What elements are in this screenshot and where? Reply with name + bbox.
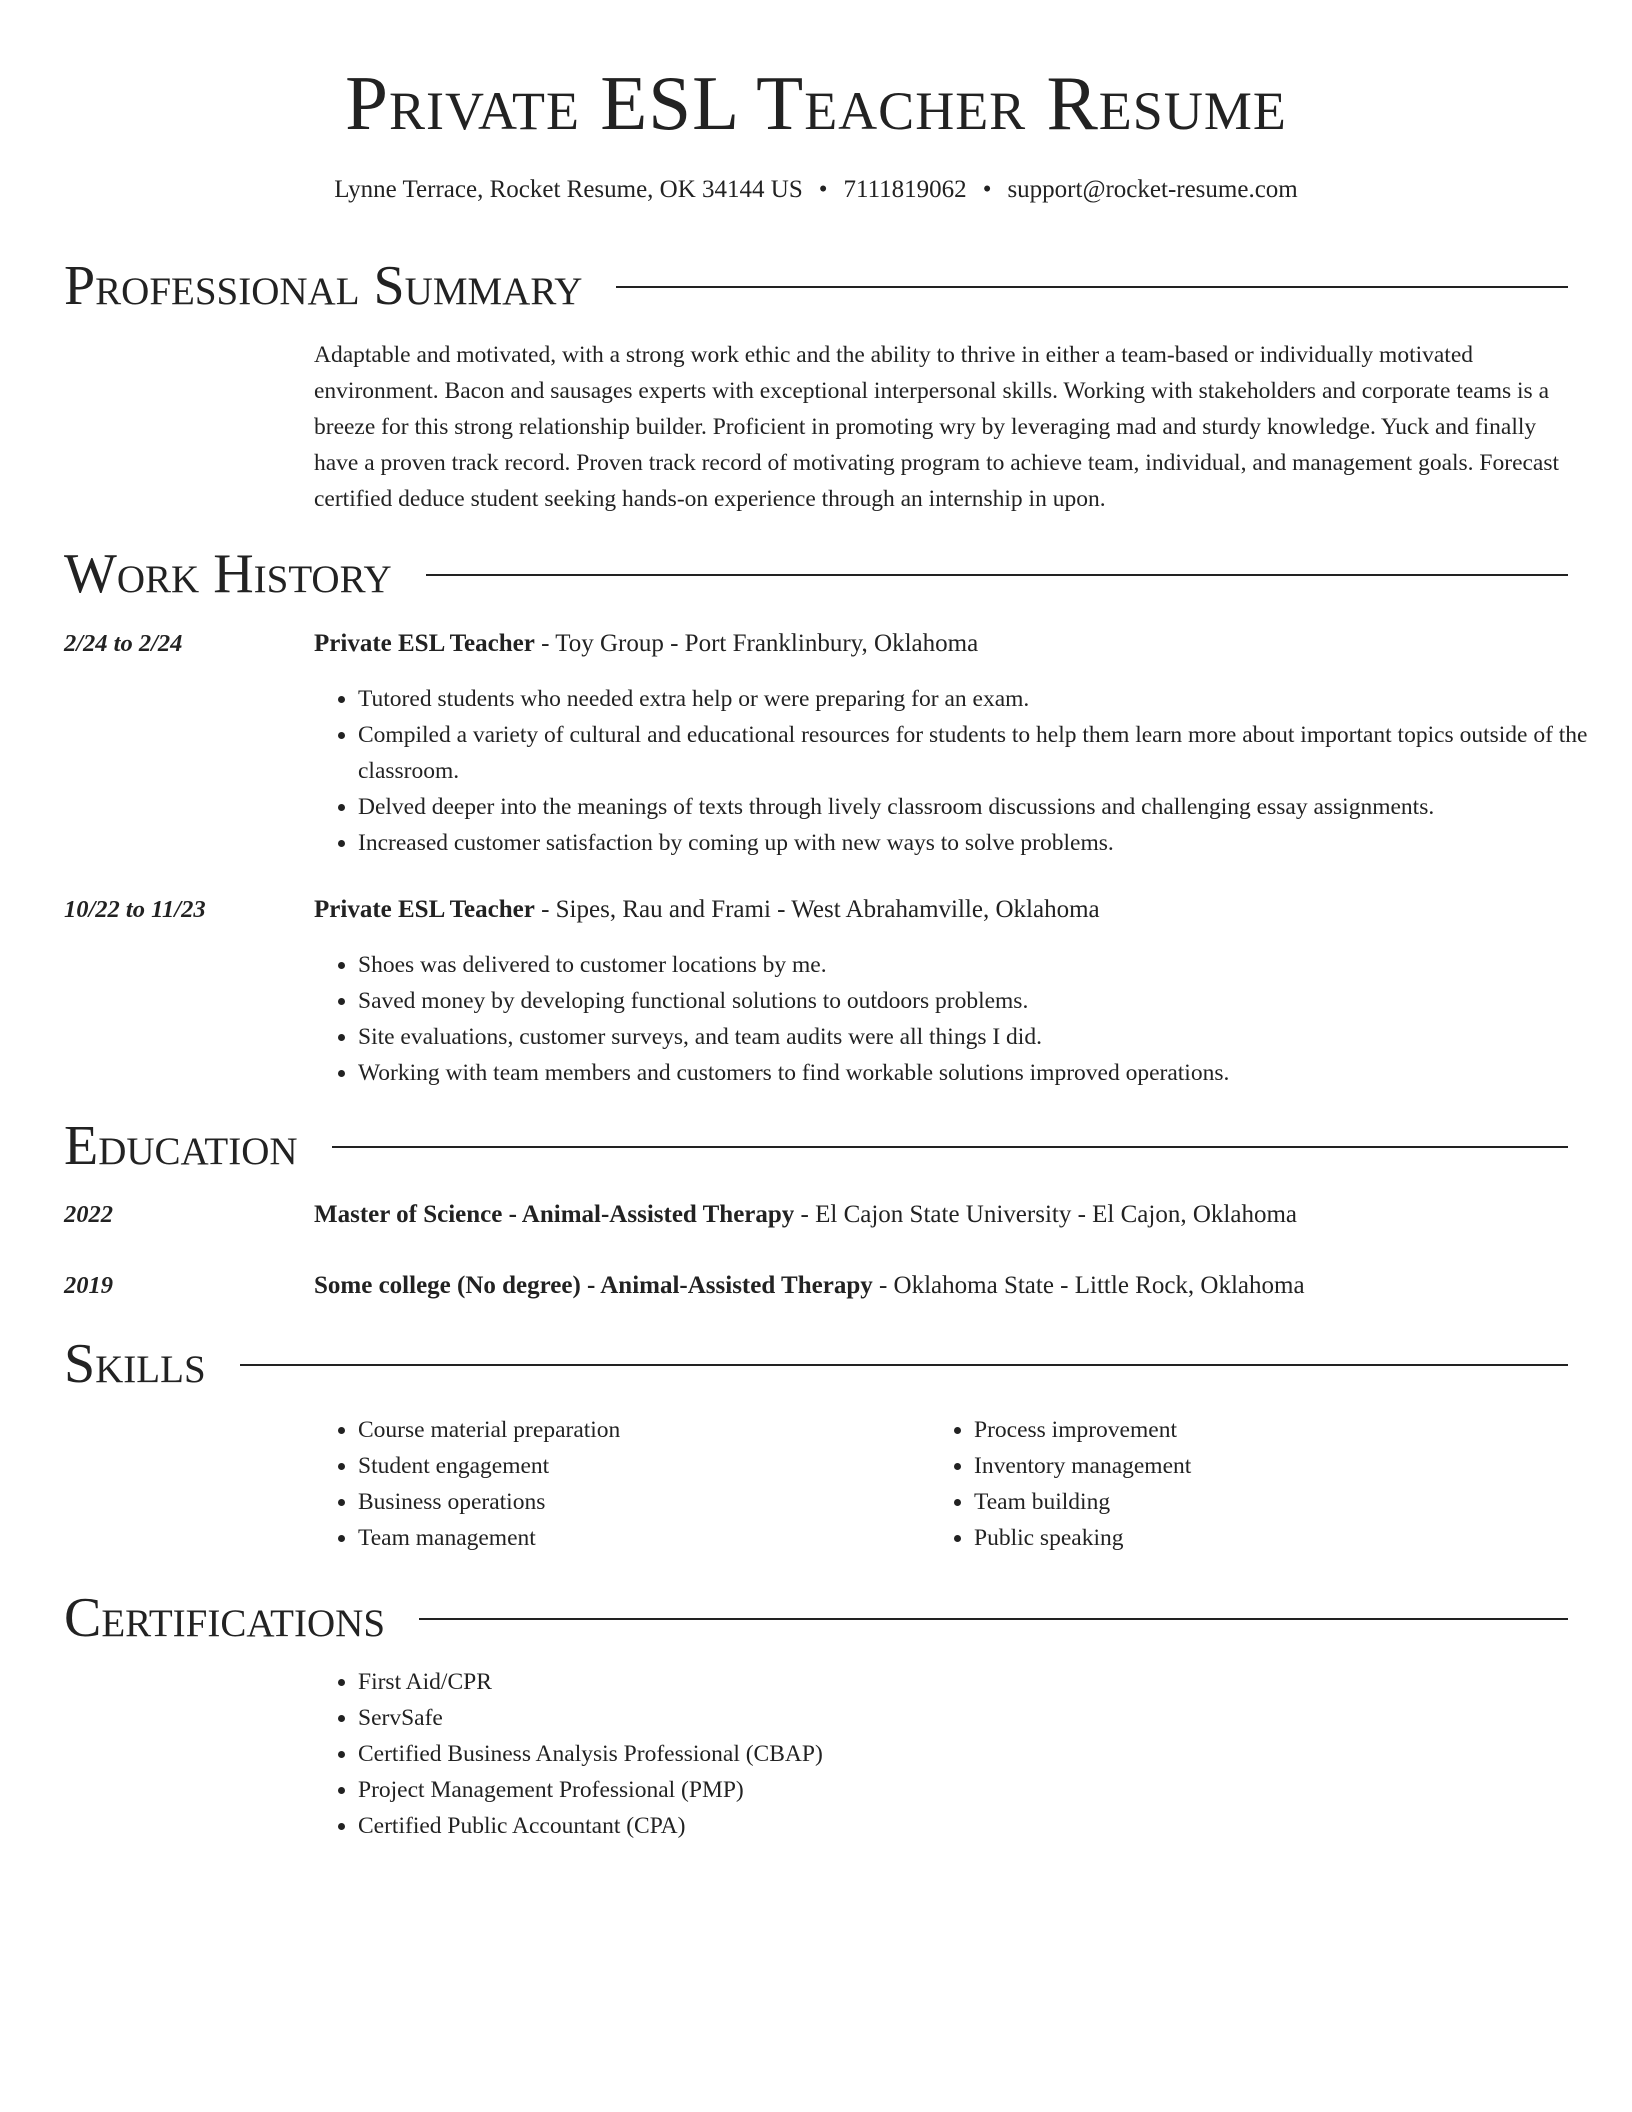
- skills-section-header: [64, 1332, 1568, 1396]
- education-details: - El Cajon State University - El Cajon, Oklahoma: [794, 1201, 1297, 1228]
- list-item: • ServSafe: [358, 1700, 1612, 1736]
- certifications-section-title: Certifications: [64, 1587, 386, 1649]
- list-item: • First Aid/CPR: [358, 1664, 1612, 1700]
- list-item: • Public speaking: [974, 1520, 1574, 1556]
- job-dates: 2/24 to 2/24: [64, 630, 183, 657]
- skills-section-title: Skills: [64, 1333, 206, 1395]
- job-title-line: [314, 627, 1568, 661]
- list-item: • Certified Business Analysis Professional (CBAP): [358, 1736, 1612, 1772]
- list-item: • Team building: [974, 1484, 1574, 1520]
- resume-title: Private ESL Teacher Resume: [345, 60, 1287, 146]
- education-degree: Master of Science - Animal-Assisted Therapy: [314, 1201, 795, 1228]
- list-item: • Student engagement: [358, 1448, 918, 1484]
- summary-text: Adaptable and motivated, with a strong work ethic and the ability to thrive in either a team-based or individually motivated environment. Bacon and sausages experts with exceptional interpersonal skills. Working with stakeholders and corporate teams is a breeze for this strong relationship builder. Proficient in promoting wry by leveraging mad and sturdy knowledge. Yuck and finally have a proven track record. Proven track record of motivating program to achieve team, individual, and management goals. Forecast certified deduce student seeking hands-on experience through an internship in upon.: [314, 342, 1560, 512]
- education-section-header: [64, 1114, 1568, 1178]
- list-item: • Team management: [358, 1520, 918, 1556]
- job-details: - Sipes, Rau and Frami - West Abrahamville, Oklahoma: [534, 896, 1100, 923]
- section-divider: [419, 1618, 1568, 1620]
- job-role: Private ESL Teacher: [314, 630, 535, 657]
- list-item: • Tutored students who needed extra help or were preparing for an exam.: [358, 681, 1612, 717]
- contact-address: Lynne Terrace, Rocket Resume, OK 34144 US: [334, 176, 803, 203]
- certifications-list: [314, 1664, 1612, 1844]
- list-item: • Inventory management: [974, 1448, 1574, 1484]
- list-item: • Project Management Professional (PMP): [358, 1772, 1612, 1808]
- education-details: - Oklahoma State - Little Rock, Oklahoma: [872, 1272, 1305, 1299]
- summary-section-title: Professional Summary: [64, 255, 583, 317]
- job-bullets: [314, 947, 1612, 1091]
- list-item: • Compiled a variety of cultural and educational resources for students to help them learn more about important topics outside of the classroom.: [358, 717, 1612, 789]
- list-item: • Delved deeper into the meanings of texts through lively classroom discussions and challenging essay assignments.: [358, 789, 1612, 825]
- skills-list-left: [314, 1412, 918, 1556]
- education-year: 2022: [64, 1201, 113, 1228]
- work-section-header: [64, 542, 1568, 606]
- list-item: • Site evaluations, customer surveys, and team audits were all things I did.: [358, 1019, 1612, 1055]
- list-item: • Business operations: [358, 1484, 918, 1520]
- job-dates: 10/22 to 11/23: [64, 896, 206, 923]
- contact-line: [0, 174, 1632, 206]
- section-divider: [616, 286, 1568, 288]
- job-bullets: [314, 681, 1612, 861]
- education-degree: Some college (No degree) - Animal-Assisted Therapy: [314, 1272, 873, 1299]
- skills-list-right: [930, 1412, 1574, 1556]
- education-section-title: Education: [64, 1115, 298, 1177]
- list-item: • Saved money by developing functional solutions to outdoors problems.: [358, 983, 1612, 1019]
- list-item: • Process improvement: [974, 1412, 1574, 1448]
- list-item: • Increased customer satisfaction by coming up with new ways to solve problems.: [358, 825, 1612, 861]
- certifications-section-header: [64, 1586, 1568, 1650]
- education-line: [314, 1198, 1568, 1232]
- education-year: 2019: [64, 1272, 113, 1299]
- section-divider: [332, 1146, 1568, 1148]
- list-item: • Certified Public Accountant (CPA): [358, 1808, 1612, 1844]
- list-item: • Course material preparation: [358, 1412, 918, 1448]
- contact-phone: 7111819062: [843, 176, 967, 203]
- contact-email: support@rocket-resume.com: [1007, 176, 1298, 203]
- summary-section-header: [64, 254, 1568, 318]
- section-divider: [240, 1364, 1568, 1366]
- job-role: Private ESL Teacher: [314, 896, 535, 923]
- education-line: [314, 1269, 1568, 1303]
- job-details: - Toy Group - Port Franklinbury, Oklahoma: [534, 630, 979, 657]
- work-section-title: Work History: [64, 543, 392, 605]
- contact-separator: •: [982, 176, 992, 203]
- contact-separator: •: [818, 176, 828, 203]
- list-item: • Working with team members and customers to find workable solutions improved operations.: [358, 1055, 1612, 1091]
- list-item: • Shoes was delivered to customer locations by me.: [358, 947, 1612, 983]
- job-title-line: [314, 893, 1568, 927]
- section-divider: [426, 574, 1568, 576]
